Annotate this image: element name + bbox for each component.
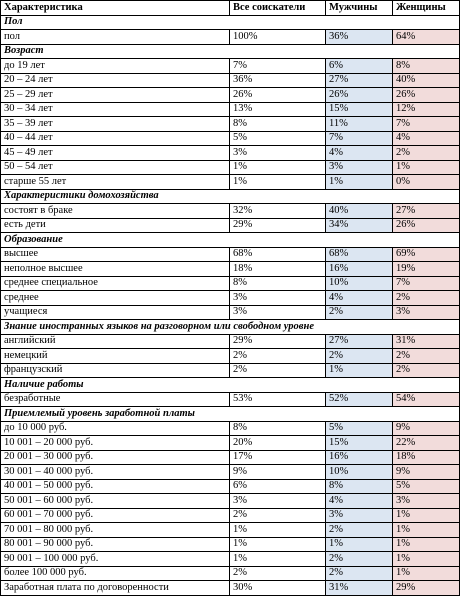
table-row <box>1 450 460 465</box>
section-header-row <box>1 320 460 335</box>
value-men: 2% <box>326 305 393 320</box>
value-women: 0% <box>393 175 460 190</box>
table-row <box>1 581 460 596</box>
row-label: состоят в браке <box>1 204 230 219</box>
value-all: 5% <box>230 131 326 146</box>
value-women: 22% <box>393 436 460 451</box>
value-women: 1% <box>393 552 460 567</box>
value-all: 9% <box>230 465 326 480</box>
row-label: 80 001 – 90 000 руб. <box>1 537 230 552</box>
table-row <box>1 204 460 219</box>
header-women: Женщины <box>393 1 460 16</box>
table-row <box>1 59 460 74</box>
value-all: 7% <box>230 59 326 74</box>
value-all: 30% <box>230 581 326 596</box>
table-row <box>1 349 460 364</box>
value-all: 1% <box>230 552 326 567</box>
value-all: 100% <box>230 30 326 45</box>
row-label: безработные <box>1 392 230 407</box>
value-women: 5% <box>393 479 460 494</box>
table-row <box>1 479 460 494</box>
row-label: 40 – 44 лет <box>1 131 230 146</box>
table-row <box>1 436 460 451</box>
table-row <box>1 160 460 175</box>
value-men: 7% <box>326 131 393 146</box>
table-row <box>1 131 460 146</box>
section-title: Приемлемый уровень заработной платы <box>1 407 460 422</box>
row-label: 25 – 29 лет <box>1 88 230 103</box>
value-all: 20% <box>230 436 326 451</box>
row-label: 10 001 – 20 000 руб. <box>1 436 230 451</box>
value-men: 16% <box>326 450 393 465</box>
row-label: английский <box>1 334 230 349</box>
table-row <box>1 117 460 132</box>
row-label: 70 001 – 80 000 руб. <box>1 523 230 538</box>
section-title: Знание иностранных языков на разговорном или свободном уровне <box>1 320 460 335</box>
value-all: 6% <box>230 479 326 494</box>
value-all: 29% <box>230 334 326 349</box>
value-women: 26% <box>393 88 460 103</box>
section-header-row <box>1 15 460 30</box>
row-label: 45 – 49 лет <box>1 146 230 161</box>
table-row <box>1 218 460 233</box>
section-title: Возраст <box>1 44 460 59</box>
table-row <box>1 421 460 436</box>
value-women: 1% <box>393 160 460 175</box>
table-row <box>1 305 460 320</box>
value-women: 2% <box>393 291 460 306</box>
row-label: есть дети <box>1 218 230 233</box>
value-men: 16% <box>326 262 393 277</box>
value-women: 29% <box>393 581 460 596</box>
section-title: Наличие работы <box>1 378 460 393</box>
value-men: 2% <box>326 523 393 538</box>
value-women: 2% <box>393 363 460 378</box>
row-label: 20 001 – 30 000 руб. <box>1 450 230 465</box>
value-men: 11% <box>326 117 393 132</box>
value-women: 18% <box>393 450 460 465</box>
section-header-row <box>1 189 460 204</box>
row-label: неполное высшее <box>1 262 230 277</box>
table-row <box>1 508 460 523</box>
row-label: 40 001 – 50 000 руб. <box>1 479 230 494</box>
value-men: 2% <box>326 552 393 567</box>
value-men: 52% <box>326 392 393 407</box>
value-all: 1% <box>230 160 326 175</box>
value-women: 7% <box>393 276 460 291</box>
value-all: 8% <box>230 276 326 291</box>
value-all: 18% <box>230 262 326 277</box>
value-men: 68% <box>326 247 393 262</box>
row-label: высшее <box>1 247 230 262</box>
value-all: 3% <box>230 146 326 161</box>
value-all: 36% <box>230 73 326 88</box>
value-men: 34% <box>326 218 393 233</box>
value-women: 9% <box>393 421 460 436</box>
row-label: учащиеся <box>1 305 230 320</box>
row-label: 30 001 – 40 000 руб. <box>1 465 230 480</box>
section-title: Характеристики домохозяйства <box>1 189 460 204</box>
value-all: 3% <box>230 494 326 509</box>
value-all: 8% <box>230 117 326 132</box>
value-women: 69% <box>393 247 460 262</box>
row-label: 35 – 39 лет <box>1 117 230 132</box>
value-all: 68% <box>230 247 326 262</box>
section-header-row <box>1 378 460 393</box>
value-women: 12% <box>393 102 460 117</box>
value-all: 13% <box>230 102 326 117</box>
value-men: 4% <box>326 146 393 161</box>
table-row <box>1 566 460 581</box>
row-label: пол <box>1 30 230 45</box>
row-label: 30 – 34 лет <box>1 102 230 117</box>
value-men: 4% <box>326 494 393 509</box>
table-row <box>1 363 460 378</box>
value-women: 1% <box>393 523 460 538</box>
table-row <box>1 552 460 567</box>
row-label: более 100 000 руб. <box>1 566 230 581</box>
value-women: 3% <box>393 305 460 320</box>
value-all: 17% <box>230 450 326 465</box>
value-all: 8% <box>230 421 326 436</box>
table-row <box>1 88 460 103</box>
value-men: 5% <box>326 421 393 436</box>
value-women: 7% <box>393 117 460 132</box>
section-header-row <box>1 44 460 59</box>
table-row <box>1 146 460 161</box>
row-label: 20 – 24 лет <box>1 73 230 88</box>
table-row <box>1 247 460 262</box>
table-row <box>1 392 460 407</box>
value-all: 1% <box>230 537 326 552</box>
table-row <box>1 465 460 480</box>
value-men: 3% <box>326 160 393 175</box>
table-row <box>1 537 460 552</box>
table-row <box>1 523 460 538</box>
value-men: 15% <box>326 102 393 117</box>
value-men: 27% <box>326 73 393 88</box>
value-women: 1% <box>393 566 460 581</box>
section-title: Образование <box>1 233 460 248</box>
value-women: 3% <box>393 494 460 509</box>
value-men: 40% <box>326 204 393 219</box>
row-label: немецкий <box>1 349 230 364</box>
value-men: 1% <box>326 363 393 378</box>
value-all: 53% <box>230 392 326 407</box>
value-all: 3% <box>230 305 326 320</box>
value-men: 6% <box>326 59 393 74</box>
section-header-row <box>1 407 460 422</box>
value-all: 1% <box>230 523 326 538</box>
value-men: 31% <box>326 581 393 596</box>
row-label: до 10 000 руб. <box>1 421 230 436</box>
header-all-applicants: Все соискатели <box>230 1 326 16</box>
row-label: среднее <box>1 291 230 306</box>
value-women: 64% <box>393 30 460 45</box>
value-women: 2% <box>393 146 460 161</box>
row-label: 90 001 – 100 000 руб. <box>1 552 230 567</box>
row-label: 60 001 – 70 000 руб. <box>1 508 230 523</box>
value-all: 26% <box>230 88 326 103</box>
value-men: 4% <box>326 291 393 306</box>
table-row <box>1 291 460 306</box>
header-characteristic: Характеристика <box>1 1 230 16</box>
value-women: 19% <box>393 262 460 277</box>
value-all: 2% <box>230 363 326 378</box>
value-men: 10% <box>326 276 393 291</box>
value-all: 2% <box>230 566 326 581</box>
value-women: 31% <box>393 334 460 349</box>
value-men: 2% <box>326 566 393 581</box>
table-body <box>1 15 460 595</box>
row-label: 50 – 54 лет <box>1 160 230 175</box>
table-row <box>1 494 460 509</box>
value-men: 3% <box>326 508 393 523</box>
table-row <box>1 102 460 117</box>
table-row <box>1 30 460 45</box>
table-row <box>1 262 460 277</box>
section-title: Пол <box>1 15 460 30</box>
value-women: 2% <box>393 349 460 364</box>
section-header-row <box>1 233 460 248</box>
value-women: 40% <box>393 73 460 88</box>
table-row <box>1 175 460 190</box>
header-men: Мужчины <box>326 1 393 16</box>
value-women: 27% <box>393 204 460 219</box>
value-men: 27% <box>326 334 393 349</box>
value-women: 54% <box>393 392 460 407</box>
value-women: 4% <box>393 131 460 146</box>
value-men: 1% <box>326 175 393 190</box>
row-label: Заработная плата по договоренности <box>1 581 230 596</box>
value-women: 1% <box>393 537 460 552</box>
value-men: 36% <box>326 30 393 45</box>
value-all: 1% <box>230 175 326 190</box>
value-all: 3% <box>230 291 326 306</box>
value-all: 29% <box>230 218 326 233</box>
value-women: 26% <box>393 218 460 233</box>
table-row <box>1 334 460 349</box>
value-men: 10% <box>326 465 393 480</box>
value-men: 26% <box>326 88 393 103</box>
value-women: 9% <box>393 465 460 480</box>
value-men: 1% <box>326 537 393 552</box>
value-men: 8% <box>326 479 393 494</box>
row-label: французский <box>1 363 230 378</box>
table-header-row <box>1 1 460 16</box>
value-men: 15% <box>326 436 393 451</box>
row-label: среднее специальное <box>1 276 230 291</box>
row-label: старше 55 лет <box>1 175 230 190</box>
value-women: 8% <box>393 59 460 74</box>
table-row <box>1 73 460 88</box>
table-row <box>1 276 460 291</box>
row-label: 50 001 – 60 000 руб. <box>1 494 230 509</box>
value-all: 2% <box>230 508 326 523</box>
row-label: до 19 лет <box>1 59 230 74</box>
value-women: 1% <box>393 508 460 523</box>
value-all: 32% <box>230 204 326 219</box>
value-all: 2% <box>230 349 326 364</box>
value-men: 2% <box>326 349 393 364</box>
